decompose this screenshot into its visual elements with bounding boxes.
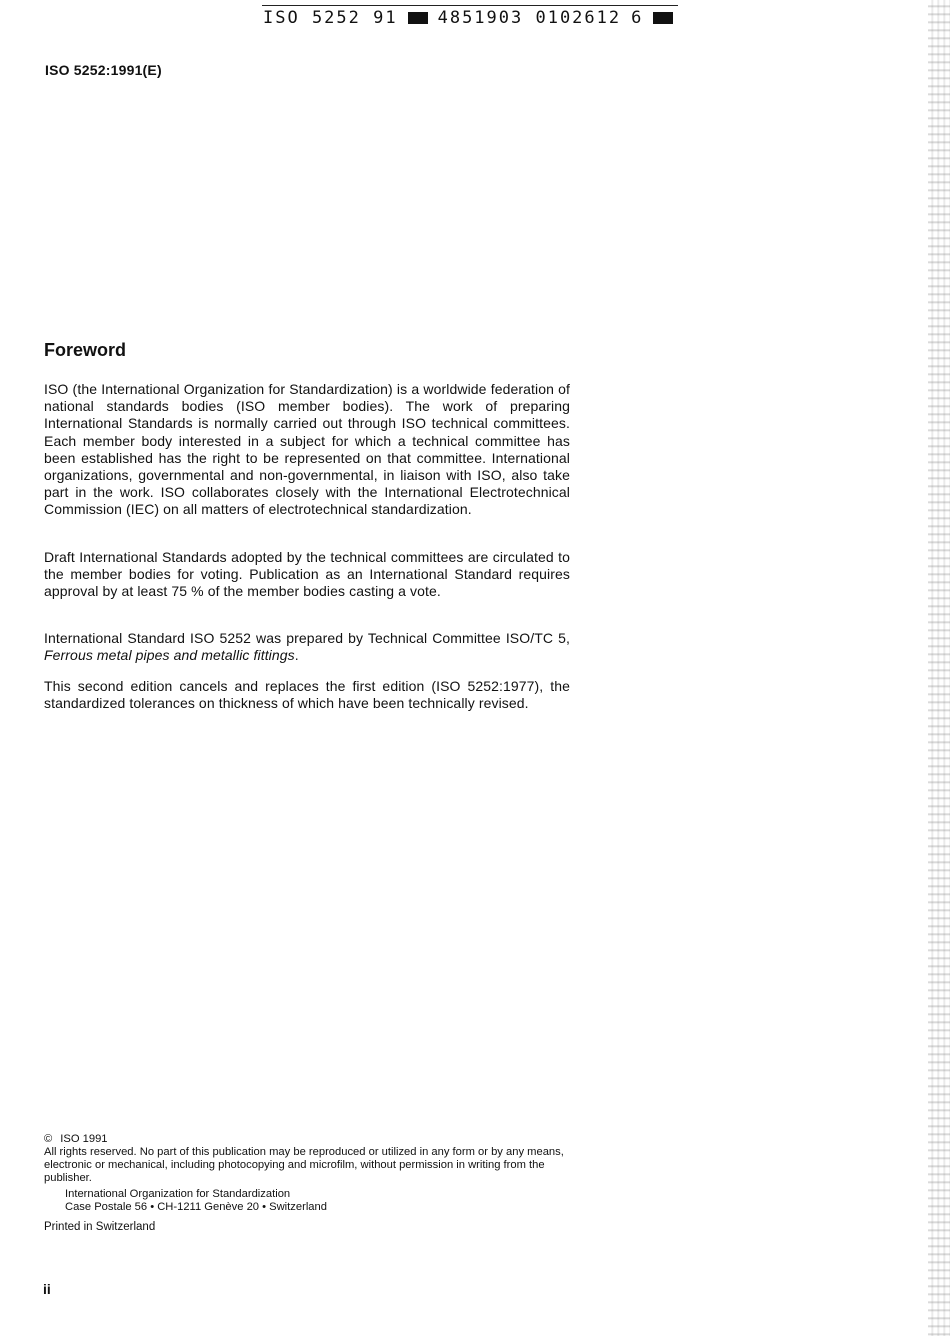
paragraph-1: ISO (the International Organization for Standardization) is a worldwide federation of national standards bodies (ISO member bodies). The work of preparing International Standards is normally carried out through ISO technical committees. Each member body interested in a subject for which a technical committee has been established has the right to be represented on that committee. International organizations, governmental and non-governmental, in liaison with ISO, also take part in the work. ISO collaborates closely with the International Electrotechnical Commission (IEC) on all matters of electrotechnical standardization.	[44, 381, 570, 518]
paragraph-3	[44, 630, 570, 664]
printed-in: Printed in Switzerland	[44, 1221, 156, 1233]
publisher-name: International Organization for Standardization	[65, 1188, 291, 1200]
paragraph-3-suffix: .	[294, 647, 299, 664]
copyright-line	[44, 1133, 574, 1146]
paragraph-4: This second edition cancels and replaces the first edition (ISO 5252:1977), the standardized tolerances on thickness of which have been technically revised.	[44, 678, 570, 712]
document-id: ISO 5252:1991(E)	[45, 62, 162, 78]
paragraph-2: Draft International Standards adopted by the technical committees are circulated to the member bodies for voting. Publication as an International Standard requires approval by at least 75 % of the member bodies casting a vote.	[44, 549, 570, 600]
publisher-address	[44, 1188, 574, 1214]
copyright-block	[44, 1133, 574, 1214]
copyright-year: ISO 1991	[60, 1133, 108, 1145]
header-code-right: 6	[631, 8, 644, 28]
header-code	[263, 8, 673, 28]
paragraph-3-prefix: International Standard ISO 5252 was prepared by Technical Committee ISO/TC 5,	[44, 630, 570, 646]
paragraph-3-italic: Ferrous metal pipes and metallic fittings	[44, 647, 295, 664]
section-title: Foreword	[44, 340, 127, 360]
black-block-icon	[408, 12, 428, 24]
header-rule	[262, 5, 678, 6]
black-block-icon	[653, 12, 673, 24]
scan-edge-noise	[928, 0, 950, 1336]
page-number: ii	[43, 1281, 51, 1297]
publisher-address-line: Case Postale 56 • CH-1211 Genève 20 • Switzerland	[65, 1201, 327, 1213]
header-code-mid: 4851903 0102612	[437, 8, 622, 28]
rights-statement: All rights reserved. No part of this publication may be reproduced or utilized in any form or by any means, electronic or mechanical, including photocopying and microfilm, without permission in writing from the publisher.	[44, 1146, 564, 1184]
header-code-left: ISO 5252 91	[263, 8, 398, 28]
copyright-symbol: ©	[44, 1133, 53, 1145]
